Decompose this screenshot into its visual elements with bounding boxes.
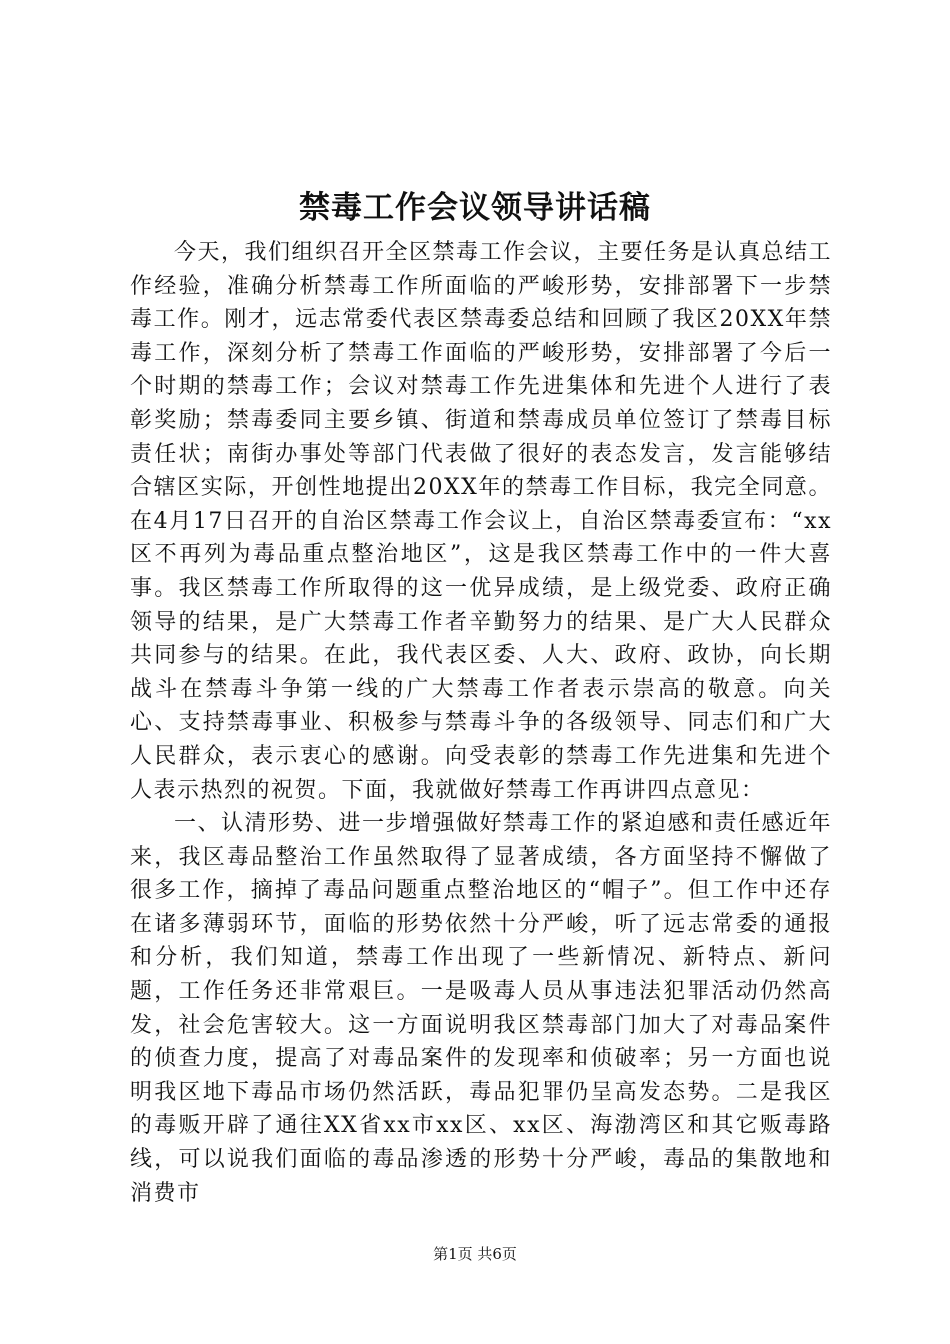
paragraph-2: 一、认清形势、进一步增强做好禁毒工作的紧迫感和责任感近年来，我区毒品整治工作虽然取得了显著成绩，各方面坚持不懈做了很多工作，摘掉了毒品问题重点整治地区的“帽子”。但工作中还存在诸多薄弱环节，面临的形势依然十分严峻，听了远志常委的通报和分析，我们知道，禁毒工作出现了一些新情况、新特点、新问题，工作任务还非常艰巨。一是吸毒人员从事违法犯罪活动仍然高发，社会危害较大。这一方面说明我区禁毒部门加大了对毒品案件的侦查力度，提高了对毒品案件的发现率和侦破率；另一方面也说明我区地下毒品市场仍然活跃，毒品犯罪仍呈高发态势。二是我区的毒贩开辟了通往XX省xx市xx区、xx区、海渤湾区和其它贩毒路线，可以说我们面临的毒品渗透的形势十分严峻，毒品的集散地和消费市: [130, 811, 833, 1206]
page-indicator: 第1页 共6页: [433, 1245, 517, 1263]
paragraph-1: 今天，我们组织召开全区禁毒工作会议，主要任务是认真总结工作经验，准确分析禁毒工作所面临的严峻形势，安排部署下一步禁毒工作。刚才，远志常委代表区禁毒委总结和回顾了我区20XX年禁毒工作，深刻分析了禁毒工作面临的严峻形势，安排部署了今后一个时期的禁毒工作；会议对禁毒工作先进集体和先进个人进行了表彰奖励；禁毒委同主要乡镇、街道和禁毒成员单位签订了禁毒目标责任状；南街办事处等部门代表做了很好的表态发言，发言能够结合辖区实际，开创性地提出20XX年的禁毒工作目标，我完全同意。在4月17日召开的自治区禁毒工作会议上，自治区禁毒委宣布：“xx区不再列为毒品重点整治地区”，这是我区禁毒工作中的一件大喜事。我区禁毒工作所取得的这一优异成绩，是上级党委、政府正确领导的结果，是广大禁毒工作者辛勤努力的结果、是广大人民群众共同参与的结果。在此，我代表区委、人大、政府、政协，向长期战斗在禁毒斗争第一线的广大禁毒工作者表示崇高的敬意。向关心、支持禁毒事业、积极参与禁毒斗争的各级领导、同志们和广大人民群众，表示衷心的感谢。向受表彰的禁毒工作先进集和先进个人表示热烈的祝贺。下面，我就做好禁毒工作再讲四点意见：: [130, 240, 833, 803]
document-title: 禁毒工作会议领导讲话稿: [299, 190, 651, 226]
document-body: [130, 236, 832, 1210]
